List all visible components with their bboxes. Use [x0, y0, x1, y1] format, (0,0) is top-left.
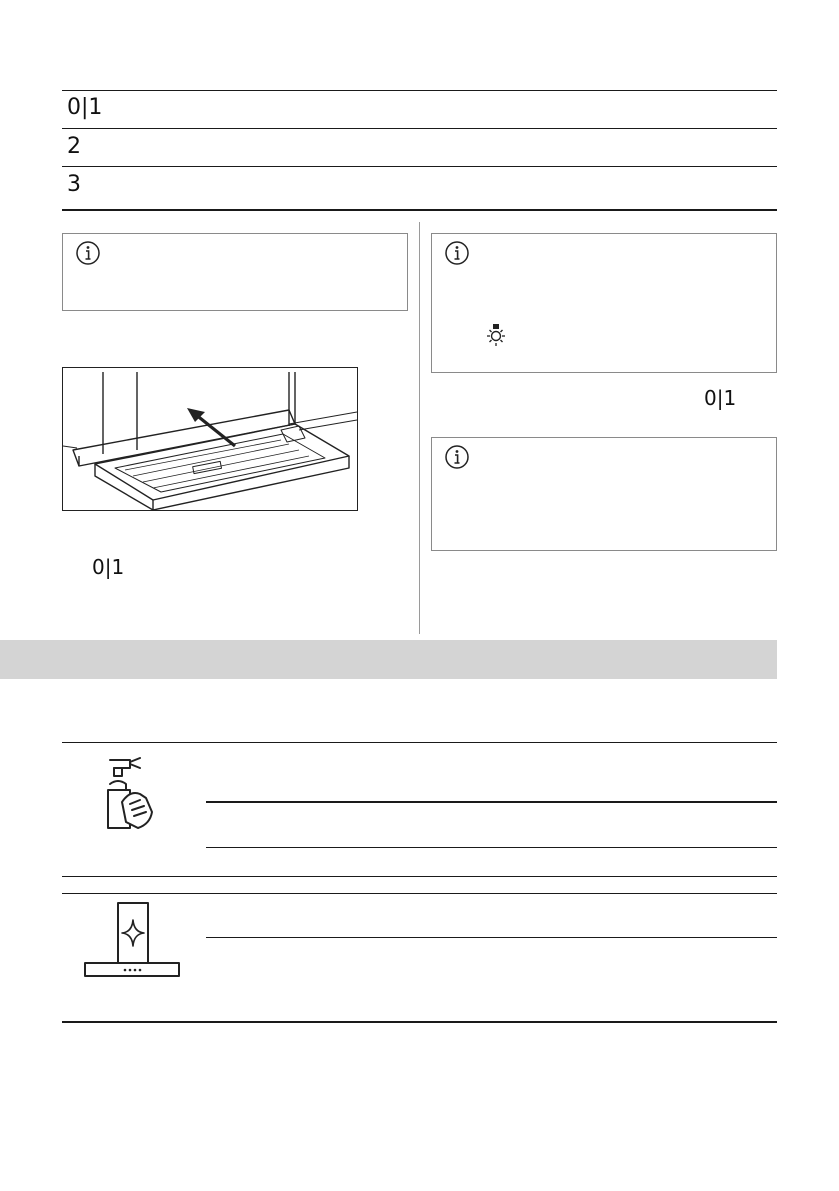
button-symbol-on-off: 0|1 — [67, 95, 103, 120]
care-row-rule — [206, 847, 777, 848]
info-icon — [444, 444, 470, 470]
care-row-rule — [206, 937, 777, 938]
info-icon — [444, 240, 470, 266]
button-symbol-speed-3: 3 — [67, 172, 81, 197]
info-icon — [75, 240, 101, 266]
table-row-rule — [62, 128, 777, 129]
on-off-symbol-inline: 0|1 — [704, 386, 737, 410]
care-section-rule — [62, 893, 777, 894]
on-off-symbol-inline: 0|1 — [92, 555, 125, 579]
info-note-left — [62, 233, 408, 311]
cooker-hood-drawer-illustration — [62, 367, 358, 511]
info-note-right — [431, 437, 777, 551]
spray-and-cloth-icon — [100, 750, 160, 832]
section-heading-band — [0, 640, 777, 679]
table-bottom-rule — [62, 209, 777, 211]
care-table-top-rule — [62, 742, 777, 743]
table-row-rule — [62, 166, 777, 167]
care-table-bottom-rule — [62, 1021, 777, 1023]
care-section-rule — [62, 876, 777, 877]
table-top-rule — [62, 90, 777, 91]
button-symbol-speed-2: 2 — [67, 134, 81, 159]
care-row-rule — [206, 801, 777, 803]
column-divider — [419, 222, 420, 634]
chimney-hood-sparkle-icon — [82, 900, 182, 980]
info-note-right-lamp — [431, 233, 777, 373]
lamp-icon — [484, 322, 508, 348]
